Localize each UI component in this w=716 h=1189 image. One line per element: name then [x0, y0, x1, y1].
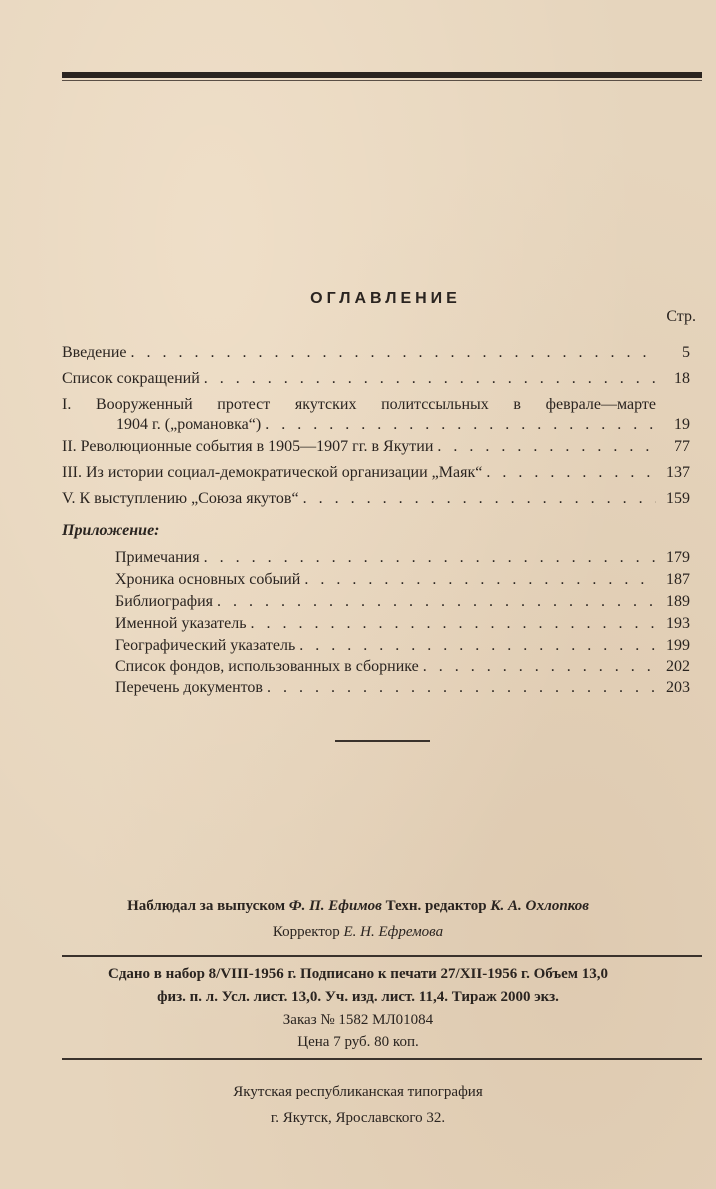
appendix-entry-page: 202: [666, 658, 690, 675]
page-column-label: Стр.: [666, 308, 696, 325]
toc-entry: [62, 463, 690, 483]
imprint-bottom-rule: [62, 1058, 702, 1060]
appendix-entry: [115, 636, 690, 656]
appendix-entry-label: Именной указатель: [115, 615, 247, 632]
toc-entry-label-line2: 1904 г. („романовка“): [116, 416, 262, 433]
toc-entry-label: II. Революционные события в 1905—1907 гг. в Якутии: [62, 438, 434, 455]
appendix-entry-label: Хроника основных собыий: [115, 571, 301, 588]
toc-title: ОГЛАВЛЕНИЕ: [310, 290, 461, 307]
toc-leader: [304, 570, 656, 590]
appendix-entry-page: 193: [666, 615, 690, 632]
imprint-line: Цена 7 руб. 80 коп.: [297, 1034, 419, 1050]
toc-entry-label: Введение: [62, 344, 127, 361]
imprint-line: Заказ № 1582 МЛ01084: [282, 1012, 434, 1028]
toc-leader: [204, 369, 656, 389]
appendix-entry: [115, 548, 690, 568]
printer-name: Якутская республиканская типография: [233, 1084, 483, 1100]
appendix-entry-label: Список фондов, использованных в сборнике: [115, 658, 419, 675]
imprint-line: Сдано в набор 8/VIII-1956 г. Подписано к печати 27/XII-1956 г. Объем 13,0: [107, 966, 609, 982]
toc-entry: [62, 369, 690, 389]
appendix-entry-page: 187: [666, 571, 690, 588]
top-rule: [62, 72, 702, 78]
toc-entry: [62, 437, 690, 457]
appendix-entry: [115, 678, 690, 698]
appendix-entry-label: Примечания: [115, 549, 200, 566]
imprint-top-rule: [62, 955, 702, 957]
appendix-entry-label: Библиография: [115, 593, 213, 610]
toc-entry-label: III. Из истории социал-демократической организации „Маяк“: [62, 464, 483, 481]
toc-entry-page: 5: [682, 344, 690, 361]
appendix-heading: Приложение:: [62, 522, 160, 539]
appendix-entry-page: 179: [666, 549, 690, 566]
toc-leader: [265, 415, 656, 435]
top-rule-thin: [62, 80, 702, 81]
credits-line-2: [0, 924, 716, 941]
supervised-label: Наблюдал за выпуском: [127, 898, 286, 914]
toc-leader: [204, 548, 656, 568]
appendix-entry: [115, 592, 690, 612]
toc-entry: [62, 489, 690, 509]
appendix-entry: [115, 614, 690, 634]
toc-entry-label: Список сокращений: [62, 370, 200, 387]
toc-leader: [250, 614, 656, 634]
tech-editor-name: К. А. Охлопков: [490, 898, 589, 914]
toc-leader: [131, 343, 657, 363]
toc-leader: [423, 657, 656, 677]
toc-entry: [62, 343, 690, 363]
appendix-entry: [115, 657, 690, 677]
toc-entry-label: V. К выступлению „Союза якутов“: [62, 490, 299, 507]
supervised-name: Ф. П. Ефимов: [288, 898, 382, 914]
toc-entry-page: 19: [674, 416, 690, 433]
toc-entry-label-line1: I. Вооруженный протест якутских политссыльных в феврале—марте: [62, 396, 656, 413]
section-divider: [335, 740, 430, 742]
appendix-entry-page: 189: [666, 593, 690, 610]
toc-leader: [217, 592, 656, 612]
toc-leader: [437, 437, 656, 457]
toc-leader: [486, 463, 656, 483]
appendix-entry-label: Перечень документов: [115, 679, 263, 696]
appendix-entry-label: Географический указатель: [115, 637, 296, 654]
credits-line-1: [0, 898, 716, 915]
printer-address: г. Якутск, Ярославского 32.: [270, 1110, 446, 1126]
appendix-entry-page: 199: [666, 637, 690, 654]
appendix-entry-page: 203: [666, 679, 690, 696]
toc-leader: [267, 678, 656, 698]
toc-entry-page: 77: [674, 438, 690, 455]
toc-entry-page: 137: [666, 464, 690, 481]
appendix-entry: [115, 570, 690, 590]
corrector-label: Корректор: [272, 924, 340, 940]
toc-entry-multiline: [62, 395, 690, 435]
corrector-name: Е. Н. Ефремова: [343, 924, 444, 940]
toc-leader: [299, 636, 656, 656]
toc-leader: [303, 489, 656, 509]
toc-entry-page: 18: [674, 370, 690, 387]
toc-entry-page: 159: [666, 490, 690, 507]
imprint-line: физ. п. л. Усл. лист. 13,0. Уч. изд. лист. 11,4. Тираж 2000 экз.: [157, 989, 559, 1005]
tech-editor-label: Техн. редактор: [385, 898, 487, 914]
